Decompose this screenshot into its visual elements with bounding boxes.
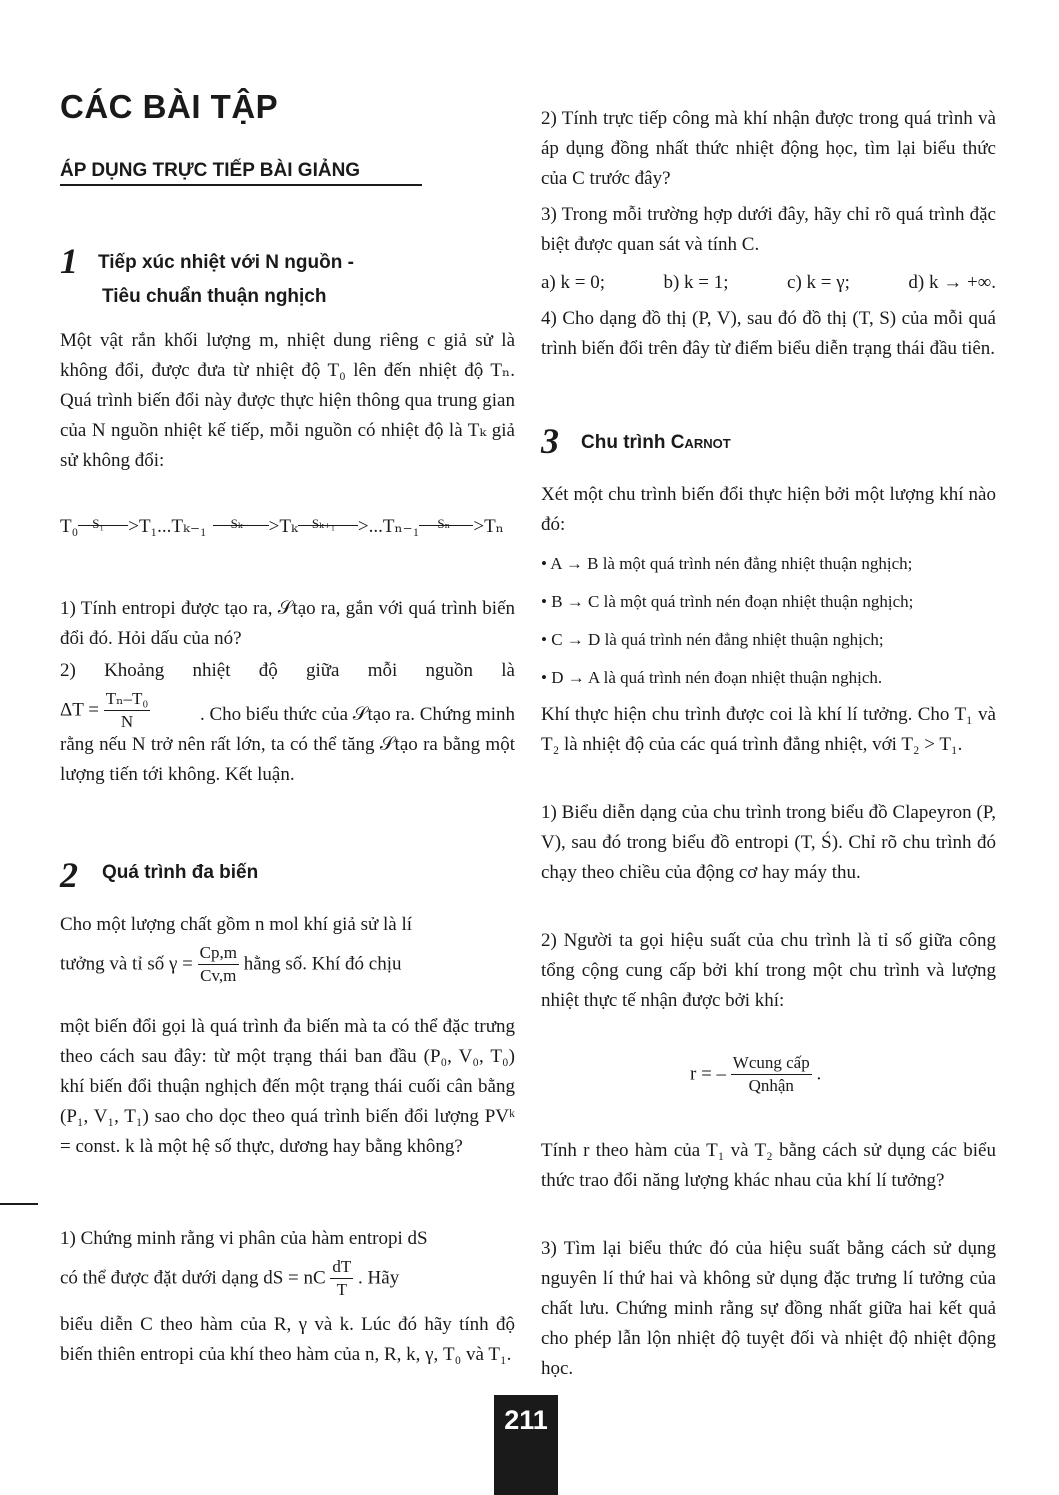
exercise-3-intro: Xét một chu trình biến đổi thực hiện bởi một lượng khí nào đó: xyxy=(541,484,996,535)
dt-fraction xyxy=(330,1256,353,1301)
case-b: b) k = 1; xyxy=(663,272,729,293)
cycle-step-da: • D → A là quá trình nén đoạn nhiệt thuận nghịch. xyxy=(541,668,883,687)
section-subtitle: ÁP DỤNG TRỰC TIẾP BÀI GIẢNG xyxy=(60,160,422,186)
efficiency-fraction xyxy=(731,1052,812,1097)
chain-arrow-sn: Sₙ xyxy=(419,525,473,526)
exercise-1-number: 1 xyxy=(60,241,78,281)
chain-tn1: ...Tₙ₋₁ xyxy=(368,516,420,537)
efficiency-prefix: r = – xyxy=(690,1063,727,1085)
exercise-2-question-1-formula xyxy=(60,1256,515,1301)
source-chain-formula: T₀ S₁ >T₁...Tₖ₋₁ Sₖ >Tₖ Sₖ₊₁ >...Tₙ₋₁ Sₙ >Tₙ xyxy=(60,516,504,537)
chain-tk: Tₖ xyxy=(279,516,298,537)
exercise-1-title-line1: Tiếp xúc nhiệt với N nguồn - xyxy=(98,252,354,273)
exercise-2-question-1-d: biểu diễn C theo hàm của R, γ và k. Lúc đó hãy tính độ biến thiên entropi của khí theo hàm của n, R, k, γ, T₀ và T₁. xyxy=(60,1314,515,1365)
efficiency-end: . xyxy=(816,1063,822,1085)
exercise-2-intro-a: Cho một lượng chất gồm n mol khí giả sử là lí xyxy=(60,914,413,935)
exercise-3-question-3: 3) Tìm lại biểu thức đó của hiệu suất bằng cách sử dụng nguyên lí thứ hai và không sử dụng đặc trưng lí tưởng của chất lưu. Chứng minh rằng sự đồng nhất giữa hai kết quả cho phép lẫn lộn nhiệt độ tuyệt đối và nhiệt độ nhiệt động học. xyxy=(541,1238,996,1379)
case-a: a) k = 0; xyxy=(541,272,606,293)
dt-numerator: dT xyxy=(330,1256,353,1279)
exercise-3-assumption: Khí thực hiện chu trình được coi là khí lí tưởng. Cho T₁ và T₂ là nhiệt độ của các quá trình đẳng nhiệt, với T₂ > T₁. xyxy=(541,704,996,755)
exercise-1-question-2-a: 2) Khoảng nhiệt độ giữa mỗi nguồn là xyxy=(60,660,515,681)
exercise-3-title-a: Chu trình xyxy=(581,432,671,453)
chain-arrow-sk1: Sₖ₊₁ xyxy=(298,525,358,526)
exercise-3-title xyxy=(581,432,731,454)
chain-arrow-sk: Sₖ xyxy=(213,525,269,526)
chain-tn: Tₙ xyxy=(484,516,504,537)
exercise-1-question-1: 1) Tính entropi được tạo ra, 𝒮tạo ra, gắn với quá trình biến đổi đó. Hỏi dấu của nó? xyxy=(60,598,515,649)
exercise-3-question-1: 1) Biểu diễn dạng của chu trình trong biểu đồ Clapeyron (P, V), sau đó trong biểu đồ entropi (T, Ś). Chỉ rõ chu trình đó chạy theo chiều của động cơ hay máy thu. xyxy=(541,802,996,883)
exercise-2-cases xyxy=(541,268,996,298)
gamma-prefix: tưởng và tỉ số γ = xyxy=(60,953,193,975)
exercise-2-question-2: 2) Tính trực tiếp công mà khí nhận được trong quá trình và áp dụng đồng nhất thức nhiệt động học, tìm lại biểu thức của C trước đây? xyxy=(541,108,996,189)
efficiency-denominator: Qnhận xyxy=(748,1076,794,1095)
case-c: c) k = γ; xyxy=(787,272,850,293)
chain-t0: T₀ xyxy=(60,516,79,537)
chain-t1: T₁...Tₖ₋₁ xyxy=(138,516,207,537)
chain-arrow-s1: S₁ xyxy=(78,525,128,526)
gamma-numerator: Cp,m xyxy=(198,942,239,965)
exercise-2-question-4: 4) Cho dạng đồ thị (P, V), sau đó đồ thị (T, S) của mỗi quá trình biến đổi trên đây từ điểm biểu diễn trạng thái đầu tiên. xyxy=(541,308,996,359)
gamma-suffix: hằng số. Khí đó chịu xyxy=(243,953,402,975)
exercise-2-gamma-line xyxy=(60,942,515,987)
exercise-2-title: Quá trình đa biến xyxy=(102,862,259,883)
exercise-3-number: 3 xyxy=(541,421,559,461)
ds-prefix: có thể được đặt dưới dạng dS = nC xyxy=(60,1267,326,1289)
exercise-3-title-b: Carnot xyxy=(670,432,731,453)
gamma-fraction xyxy=(198,942,239,987)
dt-denominator: T xyxy=(336,1280,348,1299)
exercise-1-title-line2: Tiêu chuẩn thuận nghịch xyxy=(102,286,327,307)
ds-suffix: . Hãy xyxy=(358,1267,400,1289)
page-number: 211 xyxy=(494,1395,558,1495)
delta-t-denominator: N xyxy=(120,712,134,731)
exercise-2-number: 2 xyxy=(60,855,78,895)
cycle-step-cd: • C → D là quá trình nén đẳng nhiệt thuận nghịch; xyxy=(541,630,884,649)
case-d: d) k → +∞. xyxy=(908,272,996,293)
efficiency-formula xyxy=(690,1052,821,1097)
exercise-3-after-formula: Tính r theo hàm của T₁ và T₂ bằng cách sử dụng các biểu thức trao đổi năng lượng khác nhau của khí lí tưởng? xyxy=(541,1140,996,1191)
exercise-1-intro: Một vật rắn khối lượng m, nhiệt dung riêng c giả sử là không đổi, được đưa từ nhiệt độ T₀ lên đến nhiệt độ Tₙ. Quá trình biến đổi này được thực hiện thông qua trung gian của N nguồn nhiệt kế tiếp, mỗi nguồn có nhiệt độ là Tₖ giả sử không đổi: xyxy=(60,330,515,471)
exercise-2-question-3: 3) Trong mỗi trường hợp dưới đây, hãy chỉ rõ quá trình đặc biệt được quan sát và tính C. xyxy=(541,204,996,255)
page-title: CÁC BÀI TẬP xyxy=(60,88,279,125)
delta-t-label: ΔT = xyxy=(60,699,99,721)
cycle-step-ab: • A → B là một quá trình nén đẳng nhiệt thuận nghịch; xyxy=(541,554,913,573)
exercise-1-question-2-b: . Cho biểu thức của 𝒮tạo ra. Chứng minh rằng nếu N trở nên rất lớn, ta có thể tăng 𝒮tạo ra bằng một lượng tiến tới không. Kết luận. xyxy=(60,704,515,785)
exercise-2-question-1-a: 1) Chứng minh rằng vi phân của hàm entropi dS xyxy=(60,1228,428,1249)
gamma-denominator: Cv,m xyxy=(200,966,237,985)
cycle-step-bc: • B → C là một quá trình nén đoạn nhiệt thuận nghịch; xyxy=(541,592,914,611)
exercise-2-body: một biến đổi gọi là quá trình đa biến mà ta có thể đặc trưng theo cách sau đây: từ một trạng thái ban đầu (P₀, V₀, T₀) khí biến đổi thuận nghịch đến một trạng thái cuối cân bằng (P₁, V₁, T₁) sao cho dọc theo quá trình biến đổi lượng PVᵏ = const. k là một hệ số thực, dương hay bằng không? xyxy=(60,1016,515,1157)
margin-mark xyxy=(0,1203,38,1205)
efficiency-numerator: Wcung cấp xyxy=(731,1052,812,1075)
exercise-3-question-2: 2) Người ta gọi hiệu suất của chu trình là tỉ số giữa công tổng cộng cung cấp bởi khí trong một chu trình và lượng nhiệt thực tế nhận được bởi khí: xyxy=(541,930,996,1011)
delta-t-numerator: Tₙ–T₀ xyxy=(104,688,151,711)
